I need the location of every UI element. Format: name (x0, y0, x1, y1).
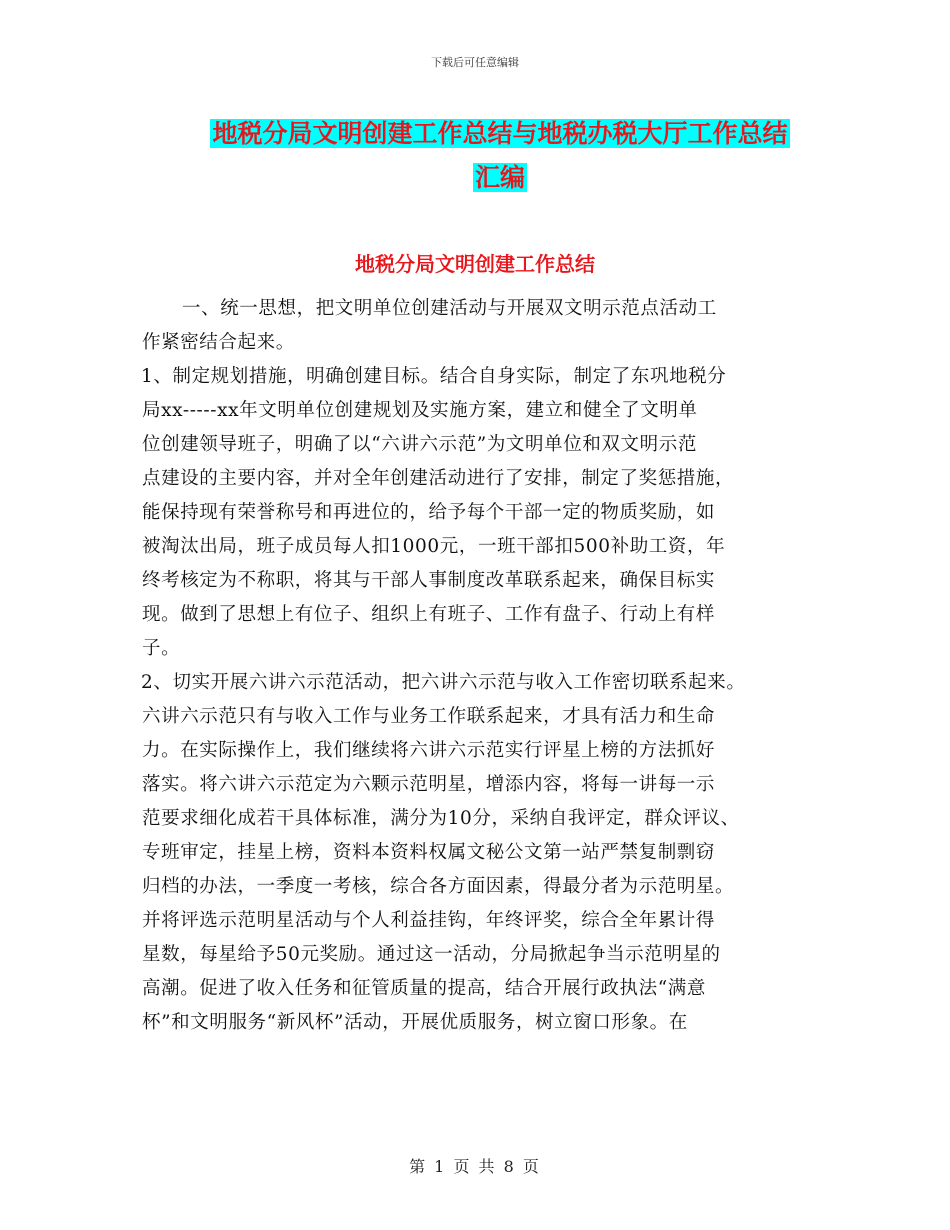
paragraph-line: 2、切实开展六讲六示范活动，把六讲六示范与收入工作密切联系起来。 (141, 672, 746, 693)
paragraph-line: 星数，每星给予50元奖励。通过这一活动，分局掀起争当示范明星的 (142, 944, 721, 965)
page-number-footer: 第 1 页 共 8 页 (409, 1157, 541, 1176)
paragraph-line: 现。做到了思想上有位子、组织上有班子、工作有盘子、行动上有样 (142, 604, 716, 625)
paragraph-line: 并将评选示范明星活动与个人利益挂钩，年终评奖，综合全年累计得 (142, 910, 716, 931)
paragraph-line: 终考核定为不称职，将其与干部人事制度改革联系起来，确保目标实 (142, 570, 716, 591)
document-title (120, 112, 880, 200)
paragraph-line: 专班审定，挂星上榜，资料本资料权属文秘公文第一站严禁复制剽窃 (142, 842, 716, 863)
paragraph-line: 被淘汰出局，班子成员每人扣1000元，一班干部扣500补助工资，年 (142, 536, 726, 557)
paragraph-line: 作紧密结合起来。 (142, 332, 295, 353)
paragraph-line: 范要求细化成若干具体标准，满分为10分，采纳自我评定，群众评议、 (142, 808, 740, 829)
paragraph-line: 落实。将六讲六示范定为六颗示范明星，增添内容，将每一讲每一示 (142, 774, 716, 795)
paragraph-line: 1、制定规划措施，明确创建目标。结合自身实际，制定了东巩地税分 (141, 366, 727, 387)
paragraph-line: 能保持现有荣誉称号和再进位的，给予每个干部一定的物质奖励，如 (142, 502, 716, 523)
paragraph-line: 子。 (142, 638, 181, 659)
section-title: 地税分局文明创建工作总结 (355, 252, 595, 276)
header-note: 下载后可任意编辑 (431, 56, 519, 69)
paragraph-line: 杯”和文明服务“新风杯”活动，开展优质服务，树立窗口形象。在 (142, 1012, 688, 1033)
paragraph-line: 六讲六示范只有与收入工作与业务工作联系起来，才具有活力和生命 (142, 706, 716, 727)
paragraph-line: 一、统一思想，把文明单位创建活动与开展双文明示范点活动工 (182, 298, 717, 319)
body-text (142, 292, 807, 1040)
paragraph-line: 力。在实际操作上，我们继续将六讲六示范实行评星上榜的方法抓好 (142, 740, 716, 761)
document-title-line-1: 地税分局文明创建工作总结与地税办税大厅工作总结 (212, 119, 788, 148)
document-title-line-2: 汇编 (474, 163, 525, 192)
paragraph-line: 归档的办法，一季度一考核，综合各方面因素，得最分者为示范明星。 (142, 876, 735, 897)
paragraph-line: 位创建领导班子，明确了以“六讲六示范”为文明单位和双文明示范 (142, 434, 697, 455)
paragraph-line: 局xx-----xx年文明单位创建规划及实施方案，建立和健全了文明单 (142, 400, 698, 421)
paragraph-line: 点建设的主要内容，并对全年创建活动进行了安排，制定了奖惩措施， (142, 468, 735, 489)
paragraph-line: 高潮。促进了收入任务和征管质量的提高，结合开展行政执法“满意 (142, 978, 706, 999)
